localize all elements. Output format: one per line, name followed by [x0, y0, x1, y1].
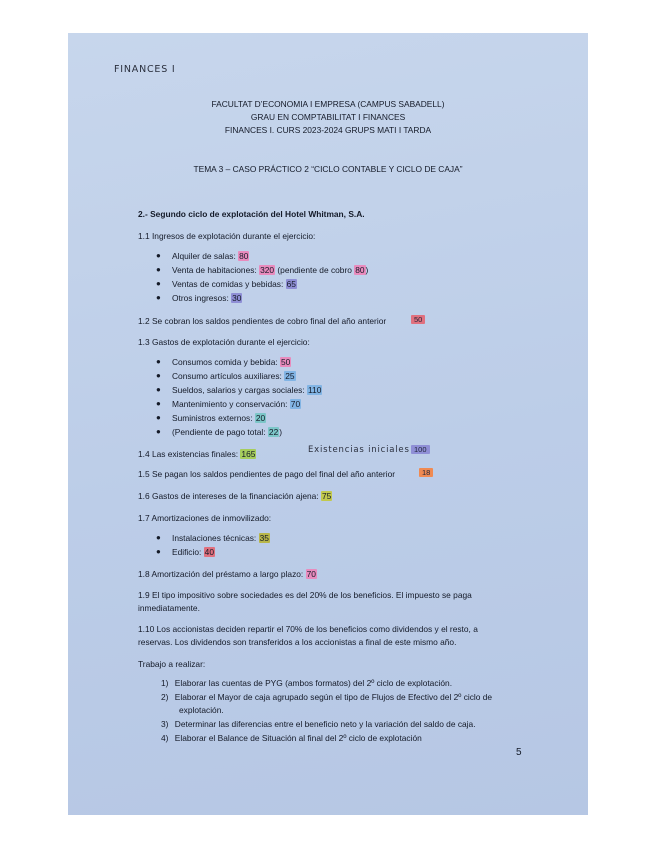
list-item: ● Edificio: 40 [156, 547, 214, 557]
highlighted-value: 320 [260, 265, 275, 275]
task-item: 1) Elaborar las cuentas de PYG (ambos formatos) del 2º ciclo de explotación. [161, 678, 453, 688]
task-item-continued: explotación. [179, 705, 224, 715]
highlighted-value: 20 [255, 413, 266, 423]
annotation-badge: 50 [411, 315, 425, 324]
highlighted-value: 65 [286, 279, 296, 289]
page-number: 5 [516, 747, 522, 758]
list-item: ● Venta de habitaciones: 320 (pendiente de cobro 80) [156, 265, 369, 275]
bullet-icon: ● [156, 427, 161, 436]
section-title: 2.- Segundo ciclo de explotación del Hotel Whitman, S.A. [138, 209, 365, 219]
highlighted-value: 80 [355, 265, 365, 275]
bullet-icon: ● [156, 293, 161, 302]
list-item: ● Ventas de comidas y bebidas: 65 [156, 279, 296, 289]
s1-7-heading: 1.7 Amortizaciones de inmovilizado: [138, 513, 272, 523]
list-item: ● Consumos comida y bebida: 50 [156, 357, 291, 367]
highlighted-value: 110 [308, 385, 322, 395]
s1-1-heading: 1.1 Ingresos de explotación durante el ejercicio: [138, 231, 316, 241]
bullet-icon: ● [156, 265, 161, 274]
s1-9-line-2: inmediatamente. [138, 603, 200, 613]
s1-8-text: 1.8 Amortización del préstamo a largo plazo: 70 [138, 569, 316, 579]
task-item: 2) Elaborar el Mayor de caja agrupado según el tipo de Flujos de Efectivo del 2º ciclo de [161, 692, 493, 702]
highlighted-value: 35 [259, 533, 269, 543]
header-line-1: FACULTAT D’ECONOMIA I EMPRESA (CAMPUS SABADELL) [211, 99, 445, 109]
highlighted-value: 40 [204, 547, 214, 557]
bullet-icon: ● [156, 251, 161, 260]
highlighted-value: 165 [241, 449, 256, 459]
list-item: ● Otros ingresos: 30 [156, 293, 242, 303]
header-line-3: FINANCES I. CURS 2023-2024 GRUPS MATI I TARDA [224, 125, 432, 135]
bullet-icon: ● [156, 399, 161, 408]
bullet-icon: ● [156, 357, 161, 366]
list-item: ● (Pendiente de pago total: 22) [156, 427, 283, 437]
bullet-icon: ● [156, 533, 161, 542]
s1-10-line-1: 1.10 Los accionistas deciden repartir el 70% de los beneficios como dividendos y el resto, a [138, 624, 478, 634]
s1-9-line-1: 1.9 El tipo impositivo sobre sociedades es del 20% de los beneficios. El impuesto se paga [138, 590, 472, 600]
s1-10-line-2: reservas. Los dividendos son transferidos a los accionistas a final de este mismo año. [138, 637, 457, 647]
bullet-icon: ● [156, 385, 161, 394]
highlighted-value: 80 [239, 251, 249, 261]
highlighted-value: 22 [268, 427, 279, 437]
bullet-icon: ● [156, 413, 161, 422]
list-item: ● Instalaciones técnicas: 35 [156, 533, 269, 543]
bullet-icon: ● [156, 371, 161, 380]
list-item: ● Alquiler de salas: 80 [156, 251, 249, 261]
handwritten-note: Existencias iniciales [308, 445, 410, 455]
tasks-heading: Trabajo a realizar: [138, 659, 206, 669]
highlighted-value: 30 [232, 293, 242, 303]
document-page [68, 33, 588, 815]
list-item: ● Consumo artículos auxiliares: 25 [156, 371, 295, 381]
bullet-icon: ● [156, 547, 161, 556]
s1-2-text: 1.2 Se cobran los saldos pendientes de cobro final del año anterior [138, 316, 387, 326]
s1-3-heading: 1.3 Gastos de explotación durante el ejercicio: [138, 337, 310, 347]
highlighted-value: 50 [281, 357, 291, 367]
list-item: ● Suministros externos: 20 [156, 413, 266, 423]
task-item: 3) Determinar las diferencias entre el beneficio neto y la variación del saldo de caja. [161, 719, 476, 729]
highlighted-value: 70 [290, 399, 301, 409]
header-line-2: GRAU EN COMPTABILITAT I FINANCES [250, 112, 406, 122]
highlighted-value: 70 [306, 569, 316, 579]
annotation-badge: 18 [419, 468, 433, 477]
s1-5-text: 1.5 Se pagan los saldos pendientes de pago del final del año anterior [138, 469, 396, 479]
s1-4-text: 1.4 Las existencias finales: 165 [138, 449, 256, 459]
task-item: 4) Elaborar el Balance de Situación al final del 2º ciclo de explotación [161, 733, 422, 743]
highlighted-value: 25 [285, 371, 295, 381]
handwritten-title: FINANCES I [114, 64, 176, 75]
list-item: ● Sueldos, salarios y cargas sociales: 110 [156, 385, 322, 395]
s1-6-text: 1.6 Gastos de intereses de la financiación ajena: 75 [138, 491, 332, 501]
document-subtitle: TEMA 3 – CASO PRÁCTICO 2 “CICLO CONTABLE Y CICLO DE CAJA” [193, 164, 463, 174]
highlighted-value: 75 [321, 491, 332, 501]
list-item: ● Mantenimiento y conservación: 70 [156, 399, 301, 409]
bullet-icon: ● [156, 279, 161, 288]
annotation-badge: 100 [411, 445, 430, 454]
